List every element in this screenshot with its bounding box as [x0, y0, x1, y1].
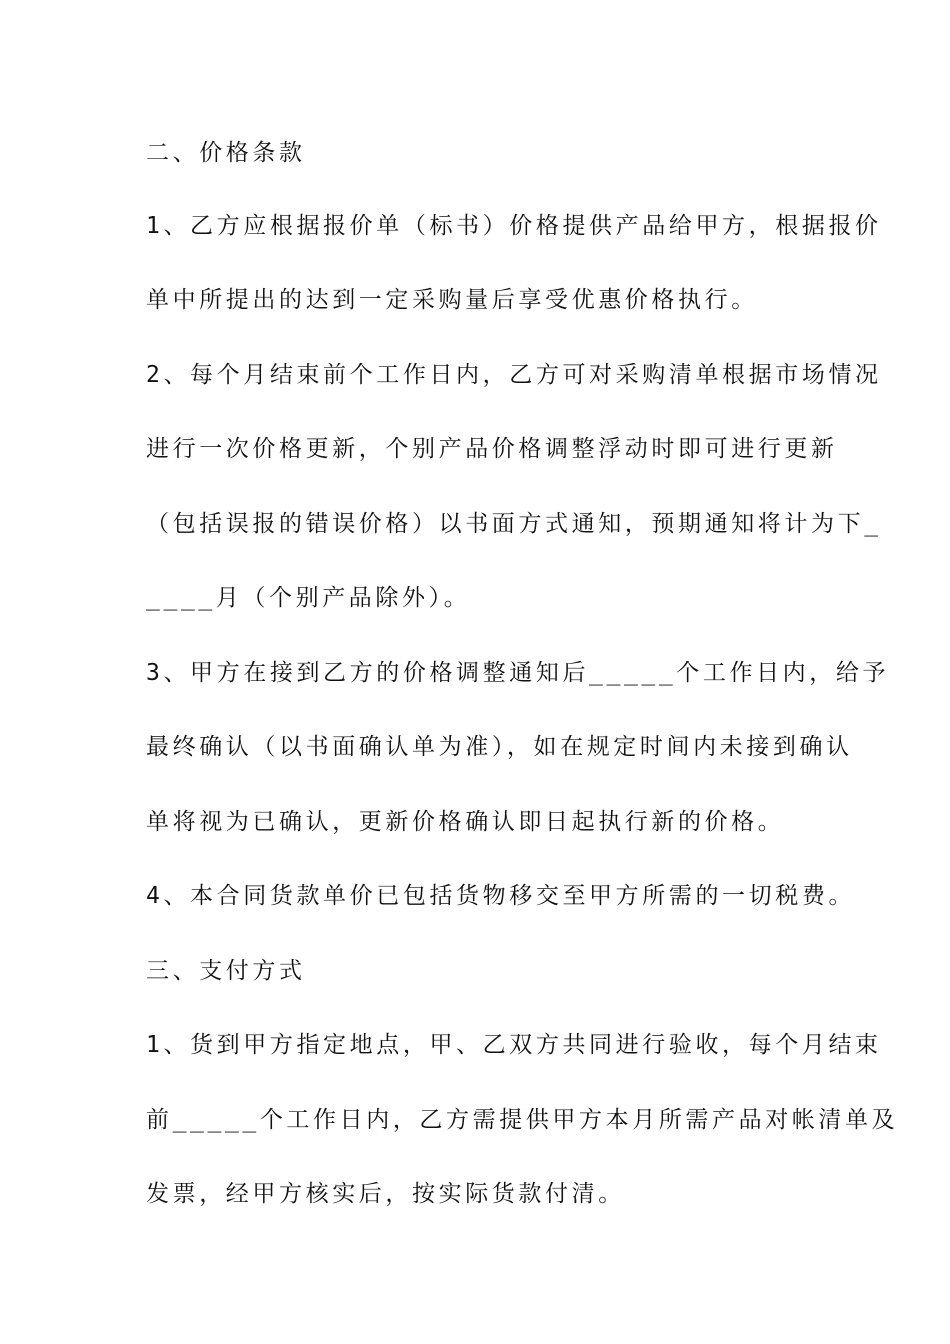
clause-3-line-3: 单将视为已确认，更新价格确认即日起执行新的价格。 — [146, 809, 785, 835]
clause-3-line-1: 3、甲方在接到乙方的价格调整通知后_____个工作日内，给予 — [146, 660, 890, 686]
clause-1-line-2: 单中所提出的达到一定采购量后享受优惠价格执行。 — [146, 287, 758, 313]
clause-2-line-2: 进行一次价格更新，个别产品价格调整浮动时即可进行更新 — [146, 436, 838, 462]
payment-clause-1-line-1: 1、货到甲方指定地点，甲、乙双方共同进行验收，每个月结束 — [146, 1032, 882, 1058]
clause-2-line-4: ____月（个别产品除外）。 — [146, 585, 471, 611]
clause-3-line-2: 最终确认（以书面确认单为准），如在规定时间内未接到确认 — [146, 734, 853, 760]
clause-4-line-1: 4、本合同货款单价已包括货物移交至甲方所需的一切税费。 — [146, 883, 856, 909]
clause-2-line-3: （包括误报的错误价格）以书面方式通知，预期通知将计为下_ — [146, 511, 882, 537]
payment-clause-1-line-2: 前_____个工作日内，乙方需提供甲方本月所需产品对帐清单及 — [146, 1107, 899, 1133]
clause-2-line-1: 2、每个月结束前个工作日内，乙方可对采购清单根据市场情况 — [146, 362, 882, 388]
section-heading-pricing: 二、价格条款 — [146, 140, 306, 166]
section-heading-payment: 三、支付方式 — [146, 958, 306, 984]
clause-1-line-1: 1、乙方应根据报价单（标书）价格提供产品给甲方，根据报价 — [146, 213, 882, 239]
payment-clause-1-line-3: 发票，经甲方核实后，按实际货款付清。 — [146, 1181, 625, 1207]
